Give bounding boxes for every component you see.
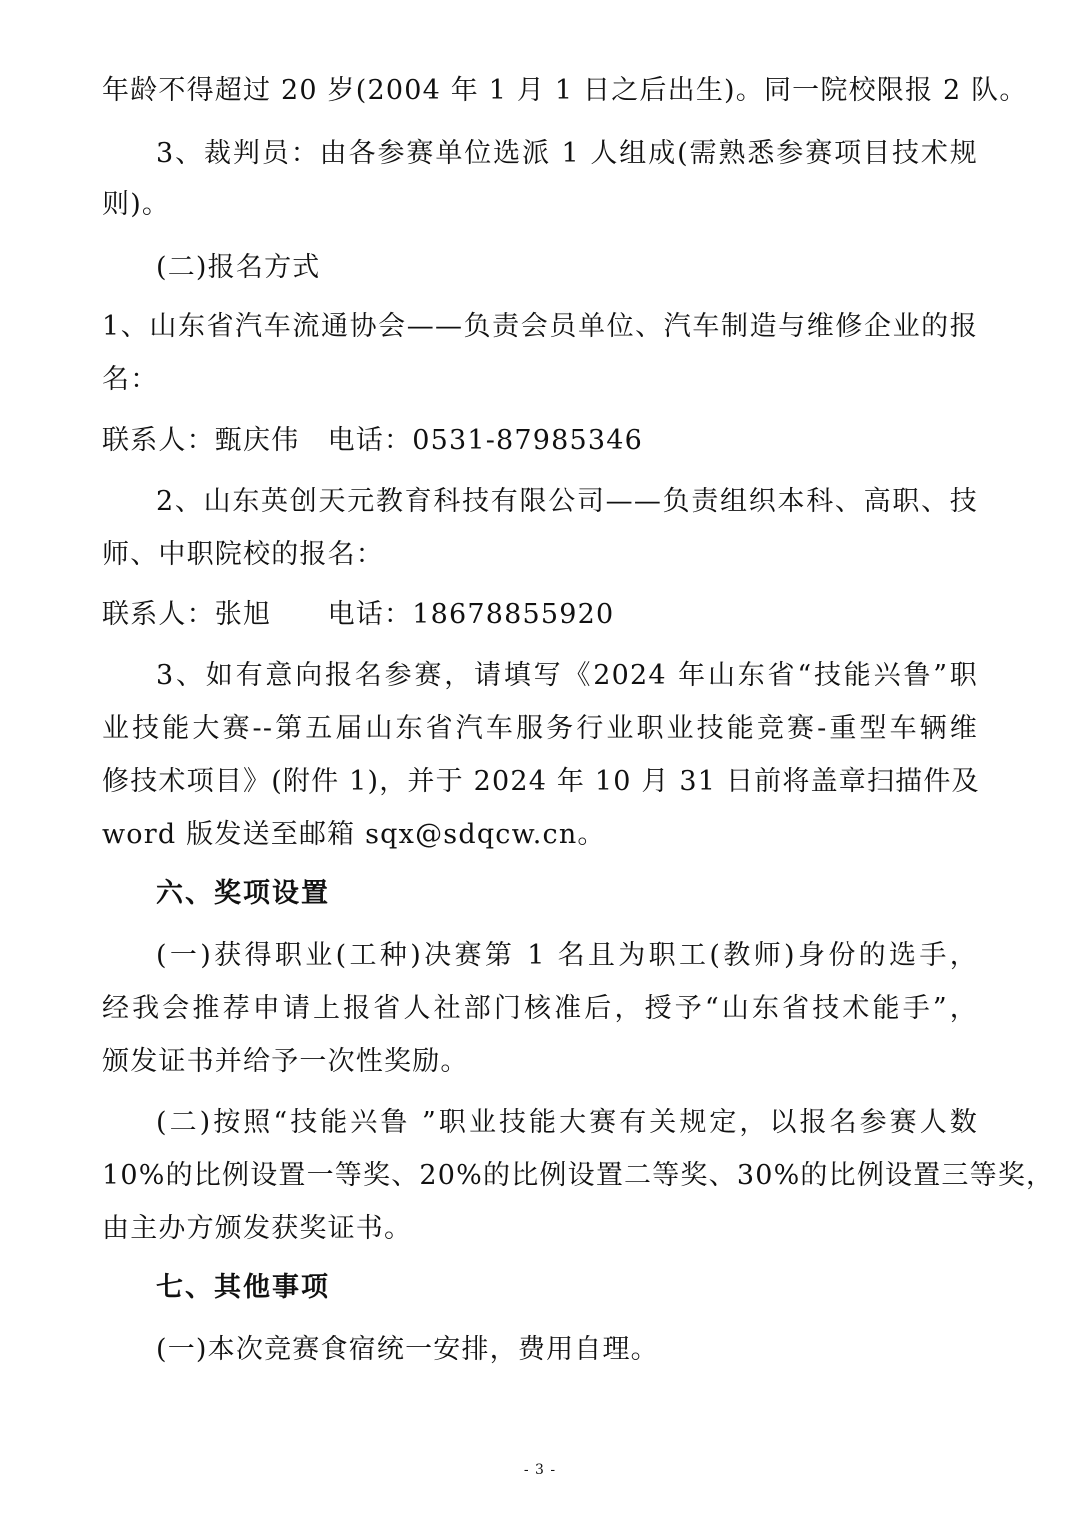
text-line: 年龄不得超过 20 岁(2004 年 1 月 1 日之后出生)。同一院校限报 2 队。	[102, 75, 1028, 106]
text-line: 10%的比例设置一等奖、20%的比例设置二等奖、30%的比例设置三等奖，	[102, 1160, 1055, 1191]
text-line: 颁发证书并给予一次性奖励。	[102, 1046, 469, 1077]
text-line: 3、如有意向报名参赛，请填写《2024 年山东省“技能兴鲁”职	[156, 660, 978, 691]
text-line: 修技术项目》(附件 1)，并于 2024 年 10 月 31 日前将盖章扫描件及	[102, 766, 980, 797]
page-number: - 3 -	[523, 1462, 557, 1478]
text-line: 经我会推荐申请上报省人社部门核准后，授予“山东省技术能手”，	[102, 993, 978, 1024]
text-line: 2、山东英创天元教育科技有限公司——负责组织本科、高职、技	[156, 486, 978, 517]
text-line: 3、裁判员：由各参赛单位选派 1 人组成(需熟悉参赛项目技术规	[156, 138, 978, 169]
section-subheading: (二)报名方式	[156, 252, 321, 283]
text-line: 业技能大赛--第五届山东省汽车服务行业职业技能竞赛-重型车辆维	[102, 713, 978, 744]
text-line: 名：	[102, 364, 159, 395]
text-line: 1、山东省汽车流通协会——负责会员单位、汽车制造与维修企业的报	[102, 311, 978, 342]
text-line: 师、中职院校的报名：	[102, 539, 384, 570]
text-line: (一)本次竞赛食宿统一安排，费用自理。	[156, 1334, 659, 1365]
contact-line: 联系人：甄庆伟 电话：0531-87985346	[102, 425, 644, 456]
text-line: (一)获得职业(工种)决赛第 1 名且为职工(教师)身份的选手，	[156, 940, 978, 971]
text-line: 由主办方颁发获奖证书。	[102, 1213, 413, 1244]
section-heading: 七、其他事项	[156, 1272, 330, 1303]
text-line: word 版发送至邮箱 sqx@sdqcw.cn。	[102, 819, 606, 850]
text-line: 则)。	[102, 189, 171, 220]
text-line: (二)按照“技能兴鲁 ”职业技能大赛有关规定，以报名参赛人数	[156, 1107, 978, 1138]
contact-line: 联系人：张旭 电话：18678855920	[102, 599, 615, 630]
section-heading: 六、奖项设置	[156, 878, 330, 909]
